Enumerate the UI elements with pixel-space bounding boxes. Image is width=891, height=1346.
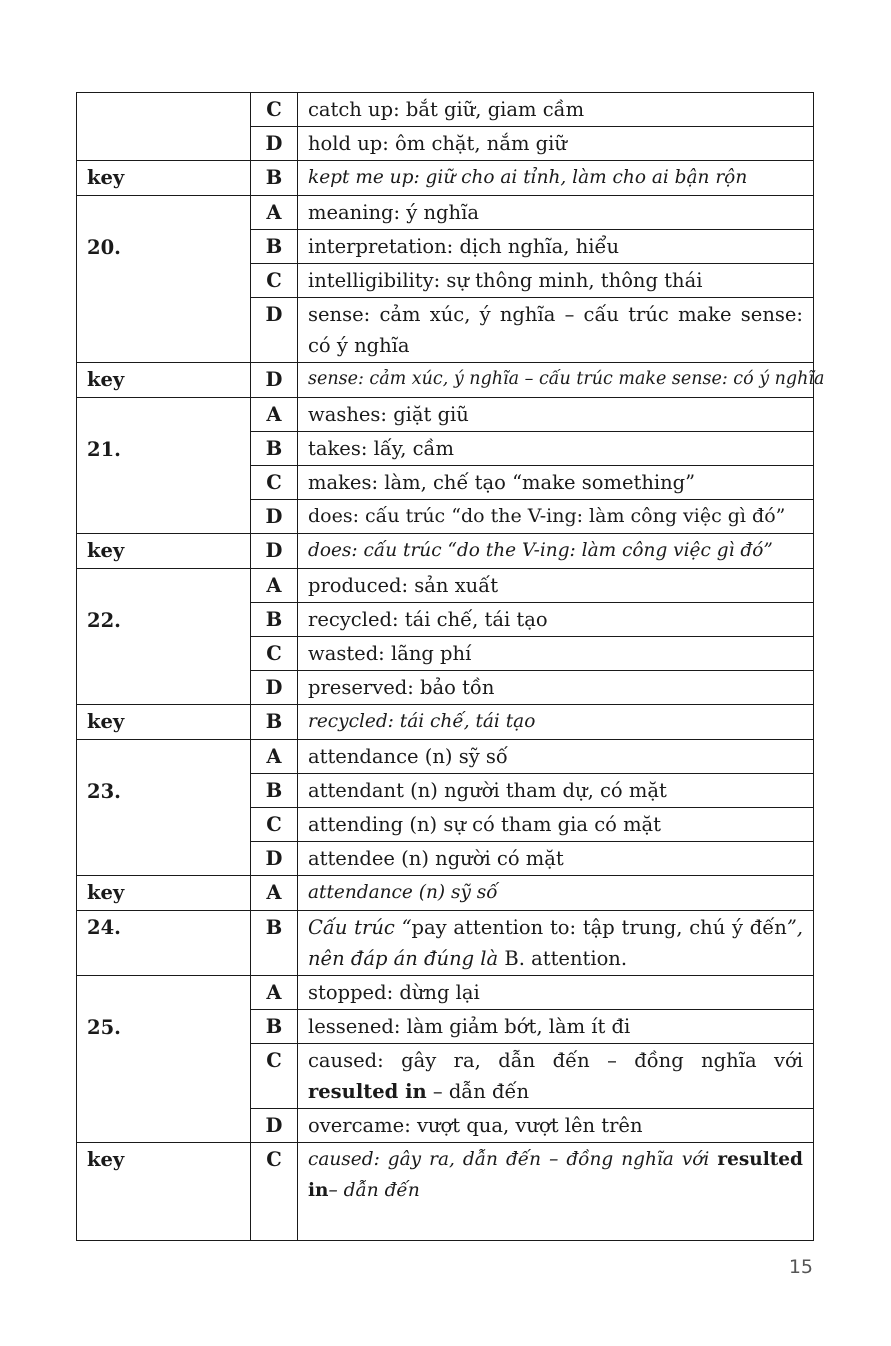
key-letter: D — [251, 363, 298, 398]
table-row — [77, 398, 814, 432]
table-row — [77, 976, 814, 1010]
text-part: – dẫn đến — [328, 1180, 420, 1201]
key-row — [77, 705, 814, 740]
option-text: lessened: làm giảm bớt, làm ít đi — [298, 1010, 814, 1044]
option-letter: B — [251, 603, 298, 637]
text-part-bold: resulted in — [308, 1149, 803, 1201]
table-row — [77, 911, 814, 976]
option-letter: A — [251, 569, 298, 603]
key-row — [77, 1143, 814, 1241]
key-label: key — [77, 705, 251, 740]
key-label: key — [77, 363, 251, 398]
option-text: washes: giặt giũ — [298, 398, 814, 432]
page-number: 15 — [788, 1256, 813, 1278]
option-text: makes: làm, chế tạo “make something” — [298, 466, 814, 500]
answer-table — [76, 92, 825, 1241]
key-row — [77, 363, 814, 398]
option-letter: A — [251, 976, 298, 1010]
question-number: 23. — [77, 740, 251, 876]
key-label: key — [77, 161, 251, 196]
option-letter: A — [251, 398, 298, 432]
option-text: recycled: tái chế, tái tạo — [298, 603, 814, 637]
option-text — [298, 911, 814, 976]
key-text — [298, 1143, 814, 1241]
question-number: 22. — [77, 569, 251, 705]
question-number: 25. — [77, 976, 251, 1143]
option-letter: D — [251, 127, 298, 161]
option-letter: D — [251, 671, 298, 705]
option-text: wasted: lãng phí — [298, 637, 814, 671]
question-number-cell — [77, 93, 251, 161]
option-letter: C — [251, 1044, 298, 1109]
option-text: attendance (n) sỹ số — [298, 740, 814, 774]
option-letter: C — [251, 808, 298, 842]
option-text: catch up: bắt giữ, giam cầm — [298, 93, 814, 127]
option-letter: C — [251, 637, 298, 671]
key-letter: D — [251, 534, 298, 569]
text-part: – dẫn đến — [426, 1080, 530, 1103]
key-label: key — [77, 534, 251, 569]
option-text: stopped: dừng lại — [298, 976, 814, 1010]
key-row — [77, 161, 814, 196]
option-text: attendant (n) người tham dự, có mặt — [298, 774, 814, 808]
key-text: recycled: tái chế, tái tạo — [298, 705, 814, 740]
key-row — [77, 876, 814, 911]
key-letter: B — [251, 705, 298, 740]
table-row — [77, 93, 814, 127]
text-part: B. attention. — [504, 947, 628, 970]
option-letter: A — [251, 196, 298, 230]
option-letter: C — [251, 466, 298, 500]
option-letter: B — [251, 432, 298, 466]
key-text: does: cấu trúc “do the V-ing: làm công việc gì đó” — [298, 534, 814, 569]
text-part-bold: resulted in — [308, 1080, 427, 1103]
option-letter: A — [251, 740, 298, 774]
key-row — [77, 534, 814, 569]
text-part: ”, nên đáp án đúng là — [308, 916, 803, 970]
text-part: Cấu trúc “ — [308, 916, 412, 939]
text-part: caused: gây ra, dẫn đến – đồng nghĩa với — [308, 1149, 718, 1170]
option-letter: C — [251, 93, 298, 127]
option-letter: D — [251, 298, 298, 363]
option-text: attending (n) sự có tham gia có mặt — [298, 808, 814, 842]
option-text: overcame: vượt qua, vượt lên trên — [298, 1109, 814, 1143]
option-text: attendee (n) người có mặt — [298, 842, 814, 876]
option-letter: B — [251, 230, 298, 264]
option-text — [298, 1044, 814, 1109]
key-label: key — [77, 1143, 251, 1241]
key-text: sense: cảm xúc, ý nghĩa – cấu trúc make sense: có ý nghĩa — [298, 363, 814, 398]
option-letter: C — [251, 264, 298, 298]
option-letter: D — [251, 842, 298, 876]
key-text: attendance (n) sỹ số — [298, 876, 814, 911]
table-row — [77, 740, 814, 774]
question-number: 24. — [77, 911, 251, 976]
option-letter: B — [251, 911, 298, 976]
option-text: meaning: ý nghĩa — [298, 196, 814, 230]
table-row — [77, 196, 814, 230]
text-part: pay attention to: tập trung, chú ý đến — [411, 916, 787, 939]
key-letter: A — [251, 876, 298, 911]
key-label: key — [77, 876, 251, 911]
option-letter: D — [251, 1109, 298, 1143]
question-number: 20. — [77, 196, 251, 363]
option-letter: B — [251, 774, 298, 808]
question-number: 21. — [77, 398, 251, 534]
option-letter: D — [251, 500, 298, 534]
key-text: kept me up: giữ cho ai tỉnh, làm cho ai bận rộn — [298, 161, 814, 196]
option-text: takes: lấy, cầm — [298, 432, 814, 466]
option-text: sense: cảm xúc, ý nghĩa – cấu trúc make sense: có ý nghĩa — [298, 298, 814, 363]
option-text: produced: sản xuất — [298, 569, 814, 603]
table-row — [77, 569, 814, 603]
key-letter: B — [251, 161, 298, 196]
option-text: hold up: ôm chặt, nắm giữ — [298, 127, 814, 161]
option-text: preserved: bảo tồn — [298, 671, 814, 705]
option-text: does: cấu trúc “do the V-ing: làm công việc gì đó” — [298, 500, 814, 534]
option-text: intelligibility: sự thông minh, thông thái — [298, 264, 814, 298]
key-letter: C — [251, 1143, 298, 1241]
text-part: caused: gây ra, dẫn đến – đồng nghĩa với — [308, 1049, 803, 1072]
option-letter: B — [251, 1010, 298, 1044]
option-text: interpretation: dịch nghĩa, hiểu — [298, 230, 814, 264]
